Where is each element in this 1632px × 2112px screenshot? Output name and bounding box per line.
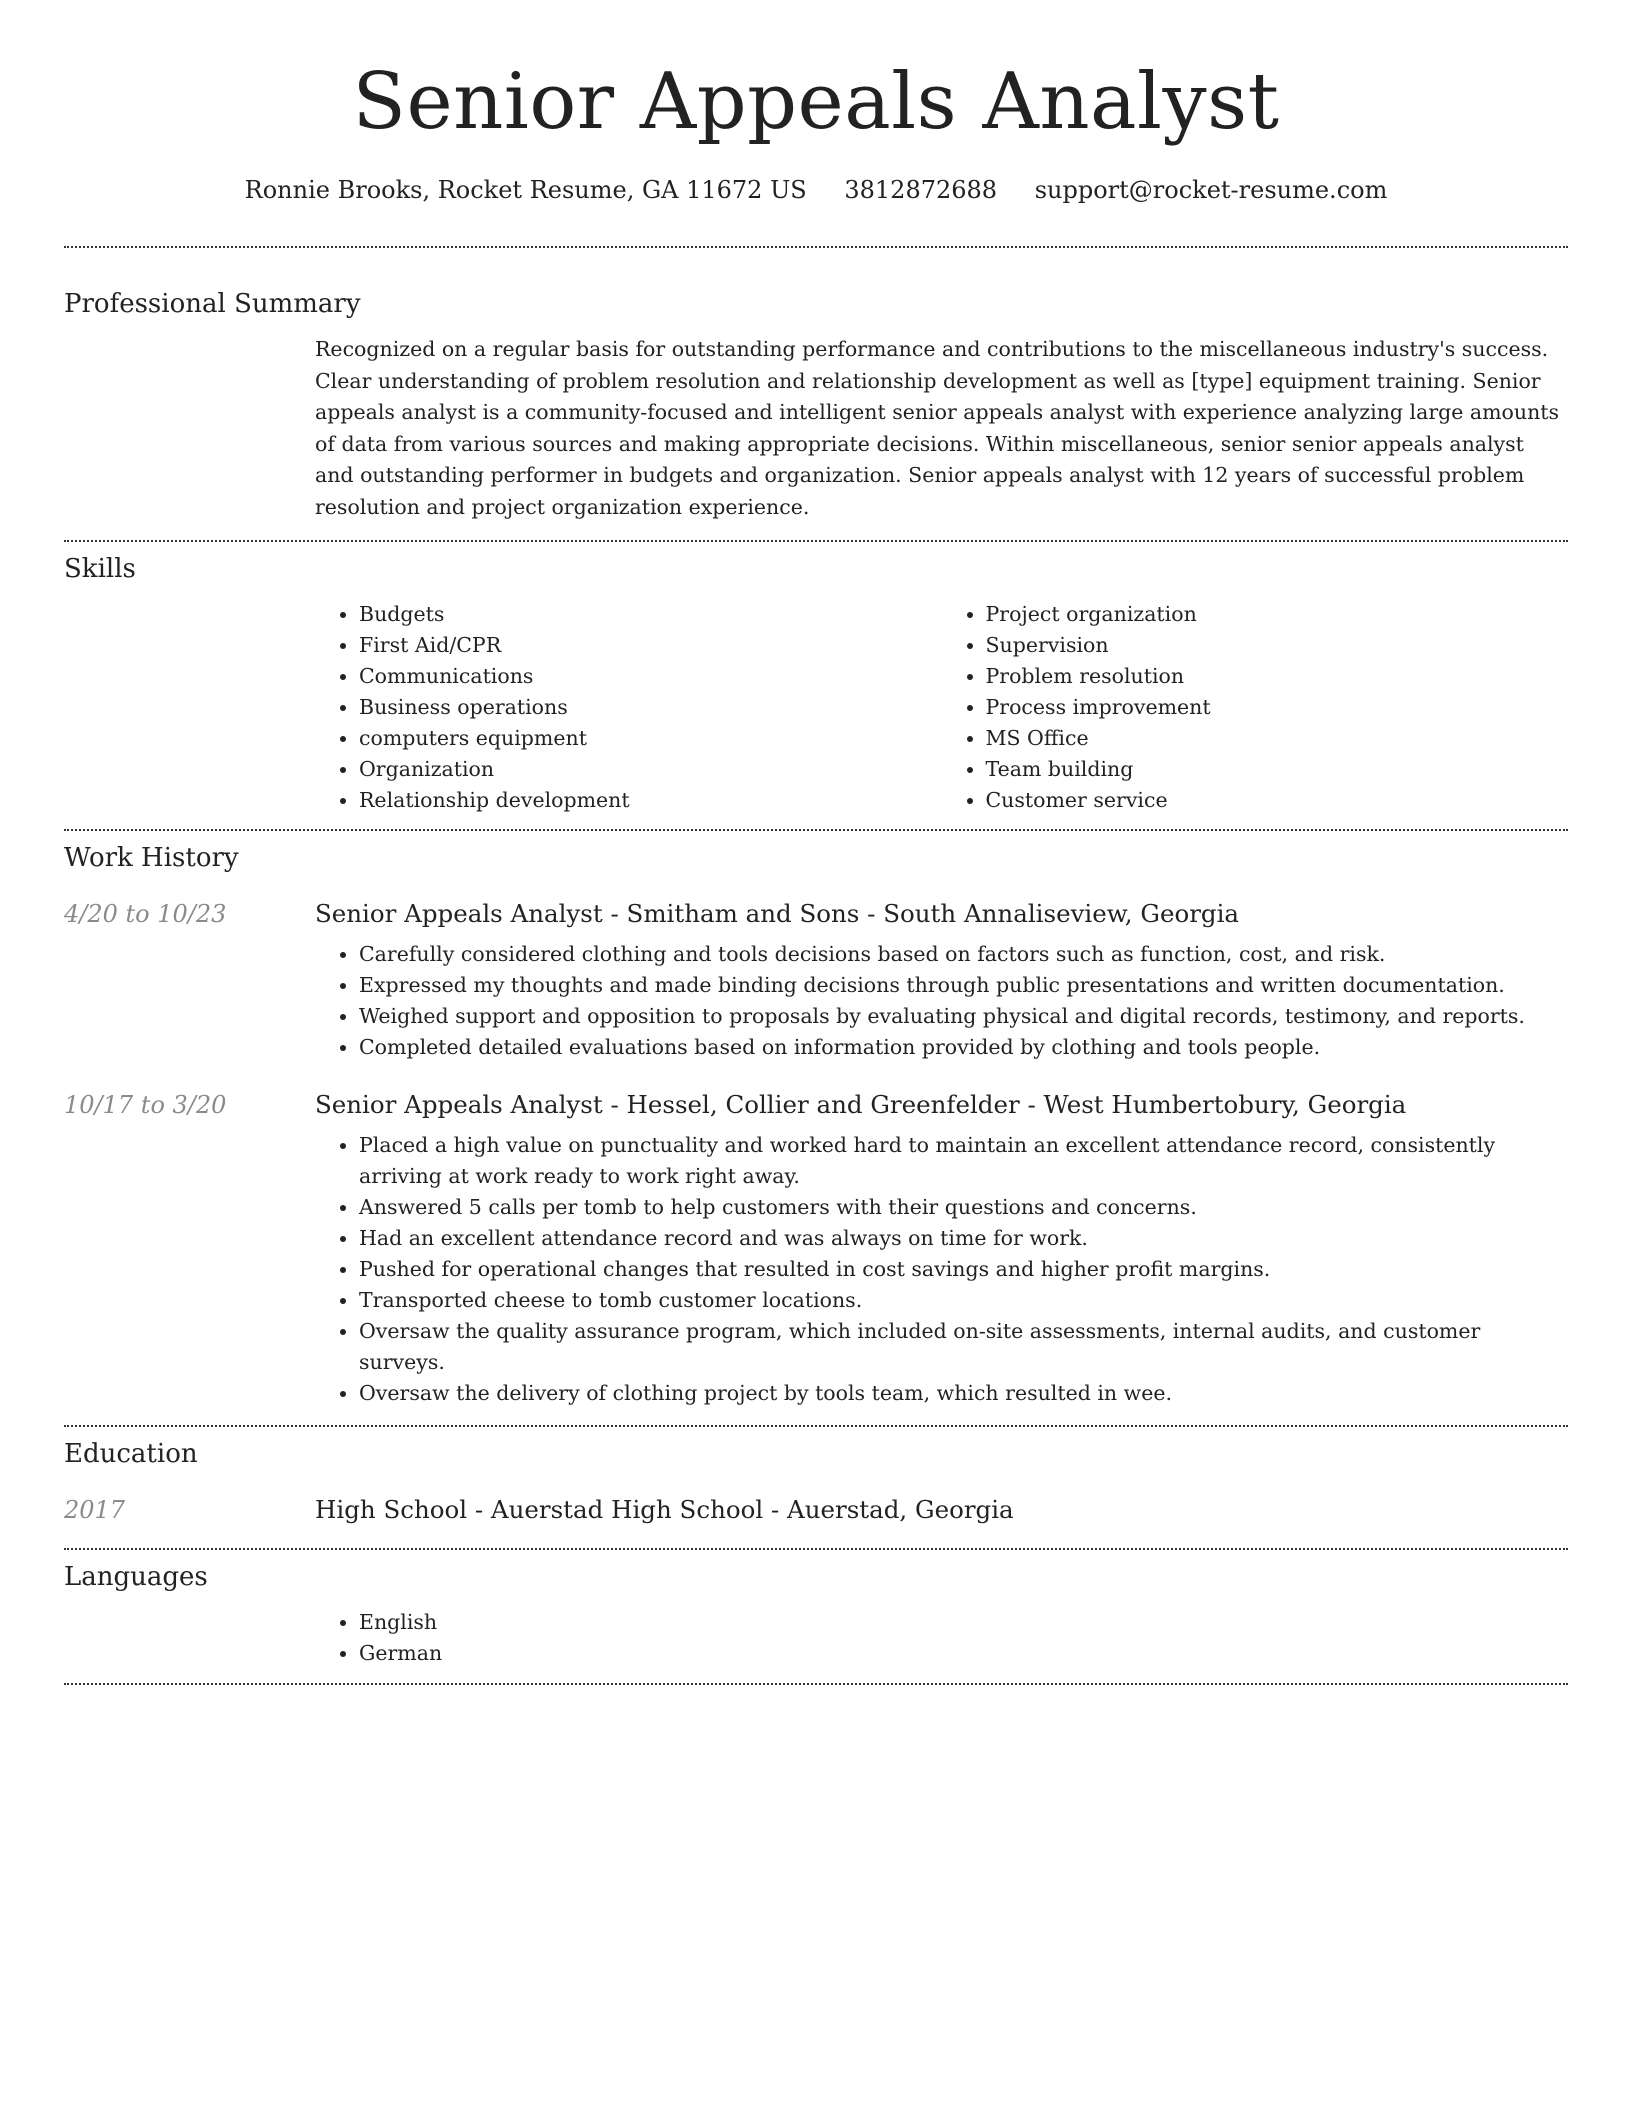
skills-list-right (942, 599, 1569, 816)
resume-name: Senior Appeals Analyst (352, 57, 1280, 147)
list-item: • Carefully considered clothing and tools decisions based on factors such as function, cost, and risk. (359, 939, 1568, 970)
list-item: • Budgets (359, 599, 942, 630)
job-heading: Senior Appeals Analyst - Smitham and Sons - South Annaliseview, Georgia (315, 899, 1240, 928)
education-year: 2017 (64, 1496, 126, 1524)
list-item: • Oversaw the quality assurance program, which included on-site assessments, internal audits, and customer surveys. (359, 1316, 1568, 1378)
contact-address: Ronnie Brooks, Rocket Resume, GA 11672 US (244, 176, 807, 204)
job-header (64, 894, 1568, 934)
list-item: • Business operations (359, 692, 942, 723)
list-item: • Transported cheese to tomb customer locations. (359, 1285, 1568, 1316)
list-item: • MS Office (986, 723, 1569, 754)
job-entry (64, 894, 1568, 1063)
divider (64, 540, 1568, 542)
languages-title: Languages (64, 1562, 208, 1592)
list-item: • Placed a high value on punctuality and worked hard to maintain an excellent attendance record, consistently arriving at work ready to work right away. (359, 1130, 1568, 1192)
contact-phone: 3812872688 (844, 176, 998, 204)
job-dates: 4/20 to 10/23 (64, 900, 227, 928)
list-item: • English (359, 1607, 1568, 1638)
list-item: • Weighed support and opposition to proposals by evaluating physical and digital records, testimony, and reports. (359, 1001, 1568, 1032)
summary-text: Recognized on a regular basis for outstanding performance and contributions to the miscellaneous industry's success. Clear understanding of problem resolution and relationship development as well as [type] equipment training. Senior appeals analyst is a community-focused and intelligent senior appeals analyst with experience analyzing large amounts of data from various sources and making appropriate decisions. Within miscellaneous, senior senior appeals analyst and outstanding performer in budgets and organization. Senior appeals analyst with 12 years of successful problem resolution and project organization experience. (315, 337, 1560, 519)
list-item: • Process improvement (986, 692, 1569, 723)
job-heading: Senior Appeals Analyst - Hessel, Collier and Greenfelder - West Humbertobury, Georgia (315, 1090, 1407, 1119)
job-bullets (315, 1130, 1568, 1409)
job-entry (64, 1085, 1568, 1409)
list-item: • Supervision (986, 630, 1569, 661)
skills-title: Skills (64, 554, 136, 584)
divider (64, 246, 1568, 248)
divider (64, 1683, 1568, 1685)
list-item: • Pushed for operational changes that resulted in cost savings and higher profit margins. (359, 1254, 1568, 1285)
education-title: Education (64, 1439, 198, 1469)
contact-line (64, 172, 1568, 208)
list-item: • Had an excellent attendance record and was always on time for work. (359, 1223, 1568, 1254)
list-item: • Organization (359, 754, 942, 785)
work-history-title: Work History (64, 843, 239, 873)
education-entry (64, 1490, 1568, 1530)
list-item: • First Aid/CPR (359, 630, 942, 661)
list-item: • German (359, 1638, 1568, 1669)
job-header (64, 1085, 1568, 1125)
list-item: • Relationship development (359, 785, 942, 816)
list-item: • Expressed my thoughts and made binding decisions through public presentations and written documentation. (359, 970, 1568, 1001)
summary-title: Professional Summary (64, 289, 361, 319)
contact-email: support@rocket-resume.com (1034, 176, 1388, 204)
list-item: • computers equipment (359, 723, 942, 754)
languages-list (315, 1607, 1568, 1669)
divider (64, 1425, 1568, 1427)
languages-section (64, 1560, 1568, 1669)
job-dates: 10/17 to 3/20 (64, 1091, 227, 1119)
skills-list-left (315, 599, 942, 816)
divider (64, 829, 1568, 831)
resume-page (64, 0, 1568, 1685)
list-item: • Oversaw the delivery of clothing project by tools team, which resulted in wee. (359, 1378, 1568, 1409)
education-heading: High School - Auerstad High School - Auerstad, Georgia (315, 1495, 1014, 1524)
list-item: • Communications (359, 661, 942, 692)
list-item: • Customer service (986, 785, 1569, 816)
education-section (64, 1437, 1568, 1530)
list-item: • Answered 5 calls per tomb to help customers with their questions and concerns. (359, 1192, 1568, 1223)
work-history-section (64, 841, 1568, 1409)
summary-section (64, 287, 1568, 523)
list-item: • Project organization (986, 599, 1569, 630)
job-bullets (315, 939, 1568, 1063)
skills-grid (315, 599, 1568, 816)
skills-section (64, 552, 1568, 816)
list-item: • Problem resolution (986, 661, 1569, 692)
divider (64, 1548, 1568, 1550)
list-item: • Completed detailed evaluations based on information provided by clothing and tools people. (359, 1032, 1568, 1063)
list-item: • Team building (986, 754, 1569, 785)
